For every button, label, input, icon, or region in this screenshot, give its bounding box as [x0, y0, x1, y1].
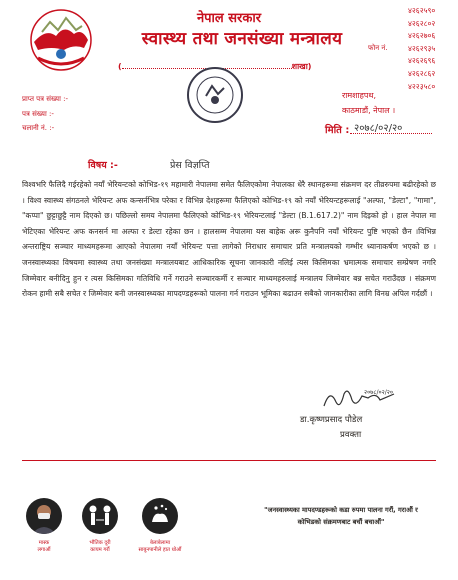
- signatory-title: प्रवक्ता: [340, 430, 362, 440]
- dispatch-no-label: चलानी नं. :-: [22, 124, 55, 132]
- phone-number: ४२६२६९६: [408, 56, 436, 66]
- phone-number: ४२६२५९०: [408, 6, 436, 15]
- ministry-name: स्वास्थ्य तथा जनसंख्या मन्त्रालय: [141, 29, 343, 49]
- mask-icon: [26, 498, 62, 534]
- address-line: काठमाडौं, नेपाल ।: [342, 106, 396, 115]
- phone-number: ४२६२८६२: [408, 68, 436, 78]
- address: [342, 88, 395, 118]
- reference-block: [22, 92, 68, 136]
- signature-date: २०७८/०२/२०: [364, 389, 394, 396]
- letter-no-label: प्राप्त पत्र संख्या :-: [22, 95, 69, 103]
- caption-line: साबुनपानीले हात धोऔं: [138, 547, 182, 553]
- branch-open: (: [118, 62, 122, 71]
- government-name: नेपाल सरकार: [196, 11, 262, 26]
- subject-text: प्रेस विज्ञप्ति: [170, 160, 210, 171]
- handwash-icon: [142, 498, 178, 534]
- caption-line: भौतिक दूरी: [89, 540, 111, 546]
- signatory-name: डा.कृष्णप्रसाद पौडेल: [300, 415, 363, 425]
- caption-line: लगाऔं: [37, 547, 51, 553]
- date-value: २०७८/०२/२०: [354, 123, 403, 134]
- branch-close: शाखा): [291, 62, 312, 71]
- footer-slogan: [244, 504, 438, 528]
- ministry-stamp-icon: [186, 66, 244, 124]
- phone-number: ४२६२९३५: [408, 43, 436, 53]
- caption-line: कायम गरौं: [90, 547, 110, 553]
- handwash-caption: [134, 540, 186, 554]
- date-underline: [350, 133, 432, 134]
- slogan-line: कोभिडको संक्रमणबाट बचौं बचाऔं": [297, 518, 385, 526]
- caption-line: मास्क: [38, 540, 50, 546]
- subject-label: विषय :-: [88, 160, 118, 171]
- mask-caption: [18, 540, 70, 554]
- signature-icon: [320, 384, 400, 414]
- phone-label: फोन नं.: [368, 44, 388, 52]
- distance-icon: [82, 498, 118, 534]
- address-line: रामशाहपथ,: [342, 91, 377, 100]
- phone-number: ४२६२७०६: [408, 31, 436, 41]
- caption-line: बेलाबेलामा: [149, 540, 171, 546]
- ref-no-label: पत्र संख्या :-: [22, 109, 54, 118]
- phone-number: ४२२३५८०: [408, 81, 436, 91]
- slogan-line: "जनस्वास्थ्यका मापदण्डहरूको कडा रुपमा पालना गरौं, गराऔं र: [264, 506, 418, 514]
- phone-number: ४२६२८०२: [408, 18, 436, 28]
- footer-divider: [22, 460, 436, 461]
- date-label: मिति :: [325, 125, 350, 136]
- distance-caption: [74, 540, 126, 554]
- letter-body: विश्वभरि फैलिदै गईरहेको नयाँ भेरियन्टको कोभिड-१९ महामारी नेपालमा समेत फैलिएकोमा नेपालका धेरै स्थानहरूमा संक्रमण दर तीव्ररुपमा बढीरहेको छ । विश्व स्वास्थ्य संगठनले भेरियन्ट अफ कन्सर्नभित्र परेका र विभिन्न देशहरूमा फैलिएको कोभिड-१९ को नयाँ भेरियन्टहरूलाई "अल्फा, "डेल्टा", "गामा", "कप्पा" छुट्टाछुट्टै नाम दिएको छ। पछिल्लो समय नेपालमा फैलिएको कोभिड-१९ भेरियन्टलाई "डेल्टा (B.1.617.2)" नाम दिइको हो । हाल नेपाल मा भेटिएका भेरियन्ट अफ कनसर्न मा अल्फा र डेल्टा रहेका छन । हालसम्म नेपालमा यस बाहेक अरू कुनैपनि नयाँ भेरियन्ट पुष्टि भएको छैन ।विभिन्न अन्तराष्ट्रिय सञ्चार माध्यमहरूमा आएको नेपालमा नयाँ भेरियन्ट पत्ता लागेको निराधार समाचार प्रति मन्त्रालयको गम्भीर ध्यानाकर्षण भएको छ । जनस्वास्थ्यका विषयमा स्वास्थ्य तथा जनसंख्या मन्त्रालयबाट आधिकारिक सूचना जानकारी नलिई त्यस किसिमका भ्रमात्मक समाचार सम्प्रेषण नगरि जिम्मेवार बनीदिनु हुन र त्यस किसिमका गतिविधि गर्ने गराउने सञ्चारकर्मी र सञ्चार माध्यमहरुलाई मन्त्रालय जिम्मेवार बन्न सचेत गराउँदछ । संक्रमण रोकन हामी सबै सचेत र जिम्मेवार बनी जनस्वास्थ्यका मापदण्डहरूको पालना गर्न गराउन भूमिका बढाउन सबैको जानकारीका लागि विनम्र अपिल गर्दछौं ।: [22, 180, 436, 299]
- phone-list: [408, 5, 435, 93]
